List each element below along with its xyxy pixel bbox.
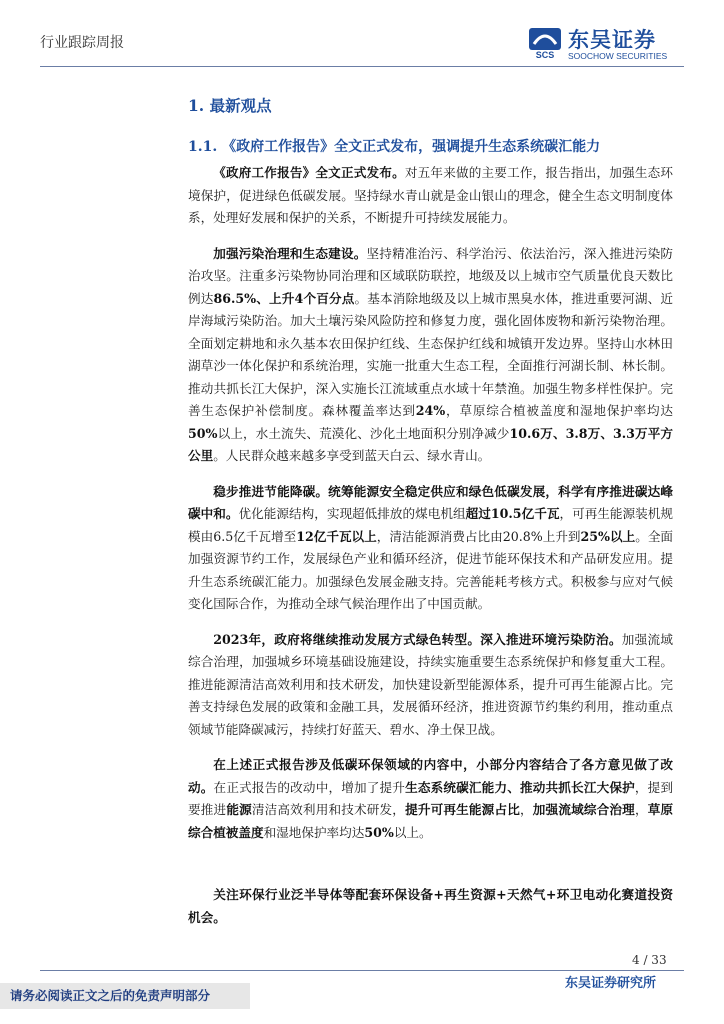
- page-number: 4 / 33: [632, 953, 667, 967]
- emphasis-text: 稳步推进节能降碳。统筹能源安全稳定供应和绿色低碳发展，科学有序推进碳达峰碳中和。: [188, 483, 673, 521]
- paragraph-text: ，: [520, 802, 533, 817]
- emphasis-text: 86.5%、上升4个百分点: [213, 290, 355, 306]
- emphasis-text: 12亿千瓦以上: [296, 528, 377, 544]
- body-paragraph: [188, 243, 673, 468]
- emphasis-text: 10.6万、3.8万、3.3万平方公里: [188, 425, 674, 463]
- emphasis-text: 草原综合植被盖度: [188, 802, 674, 840]
- logo-mark-text: SCS: [535, 50, 555, 60]
- paragraph-text: 加强流域综合治理，加强城乡环境基础设施建设，持续实施重要生态系统保护和修复重大工程。推进能源清洁高效利用和技术研发，加快建设新型能源体系，提升可再生能源占比。完善支持绿色发展的政策和金融工具，发展循环经济，推进资源节约集约利用，推动重点领域节能降碳减污，持续打好蓝天、碧水、净土保卫战。: [188, 631, 673, 737]
- paragraph-text: 清洁高效利用和技术研发，: [251, 802, 406, 817]
- emphasis-text: 超过10.5亿千瓦: [465, 506, 560, 521]
- emphasis-text: 加强污染治理和生态建设。: [213, 245, 367, 261]
- paragraph-text: ，草原综合植被盖度和湿地保护率均达: [445, 403, 674, 418]
- paragraph-text: 。全面加强资源节约工作，发展绿色产业和循环经济，促进节能环保技术和产品研发应用。提升生态系统碳汇能力。加强绿色发展金融支持。完善能耗考核方式。积极参与应对气候变化国际合作，为推动全球气候治理作出了中国贡献。: [188, 528, 674, 611]
- body-paragraph: [188, 629, 673, 742]
- paragraph-text: ，可再生能源装机规模由6.5亿千瓦增至: [188, 506, 674, 544]
- emphasis-text: 在上述正式报告涉及低碳环保领域的内容中，小部分内容结合了各方意见做了改动。: [188, 757, 673, 795]
- emphasis-text: 50%: [364, 824, 394, 840]
- report-body: [188, 162, 673, 942]
- footer-organization: 东吴证券研究所: [565, 976, 657, 991]
- paragraph-text: 。人民群众越来越多享受到蓝天白云、绿水青山。: [213, 448, 491, 463]
- emphasis-text: 提升可再生能源占比: [405, 802, 520, 817]
- scs-logo-icon: [528, 26, 562, 60]
- section-heading: 1. 最新观点: [188, 96, 272, 115]
- soochow-securities-logo: [528, 24, 688, 64]
- emphasis-text: 能源: [226, 802, 252, 817]
- paragraph-text: ，提到要推进: [188, 779, 674, 817]
- emphasis-text: 24%: [415, 403, 446, 418]
- body-paragraph: [188, 481, 673, 616]
- footer-divider: [40, 970, 684, 971]
- emphasis-text: 2023年，政府将继续推动发展方式绿色转型。深入推进环境污染防治。: [213, 631, 622, 647]
- report-type-label: 行业跟踪周报: [40, 35, 124, 51]
- paragraph-text: 以上。: [393, 824, 432, 840]
- logo-chinese-name: 东吴证券: [568, 28, 656, 52]
- header-divider: [40, 66, 684, 67]
- paragraph-text: 坚持精准治污、科学治污、依法治污，深入推进污染防治攻坚。注重多污染物协同治理和区域联防联控，地级及以上城市空气质量优良天数比例达: [188, 245, 674, 306]
- paragraph-text: 以上，水土流失、荒漠化、沙化土地面积分别净减少: [217, 425, 510, 441]
- logo-english-name: SOOCHOW SECURITIES: [568, 51, 668, 61]
- emphasis-text: 25%以上: [580, 528, 636, 544]
- body-paragraph: [188, 754, 673, 844]
- paragraph-text: ，: [634, 802, 648, 817]
- emphasis-text: 关注环保行业泛半导体等配套环保设备+再生资源+天然气+环卫电动化赛道投资机会。: [188, 887, 673, 925]
- disclaimer-notice: 请务必阅读正文之后的免责声明部分: [0, 983, 250, 1009]
- subsection-heading: 1.1. 《政府工作报告》全文正式发布，强调提升生态系统碳汇能力: [188, 139, 601, 155]
- paragraph-text: 在正式报告的改动中，增加了提升: [213, 779, 406, 795]
- paragraph-text: 优化能源结构，实现超低排放的煤电机组: [238, 506, 466, 521]
- body-paragraph: [188, 162, 673, 230]
- emphasis-text: 50%: [188, 425, 218, 441]
- paragraph-text: 对五年来做的主要工作，报告指出，加强生态环境保护，促进绿色低碳发展。坚持绿水青山就是金山银山的理念，健全生态文明制度体系，处理好发展和保护的关系，不断提升可持续发展能力。: [188, 165, 674, 225]
- emphasis-text: 《政府工作报告》全文正式发布。: [213, 165, 405, 180]
- paragraph-text: 和湿地保护率均达: [263, 824, 365, 840]
- body-paragraph: [188, 884, 673, 929]
- emphasis-text: 加强流域综合治理: [532, 802, 635, 817]
- emphasis-text: 生态系统碳汇能力、推动共抓长江大保护: [405, 779, 635, 795]
- paragraph-text: ，清洁能源消费占比由20.8%上升到: [376, 528, 581, 544]
- paragraph-text: 。基本消除地级及以上城市黑臭水体，推进重要河湖、近岸海域污染防治。加大土壤污染风险防控和修复力度，强化固体废物和新污染物治理。全面划定耕地和永久基本农田保护红线、生态保护红线和城镇开发边界。坚持山水林田湖草沙一体化保护和系统治理，实施一批重大生态工程，全面推行河湖长制、林长制。推动共抓长江大保护，深入实施长江流域重点水域十年禁渔。加强生物多样性保护。完善生态保护补偿制度。森林覆盖率达到: [188, 290, 674, 418]
